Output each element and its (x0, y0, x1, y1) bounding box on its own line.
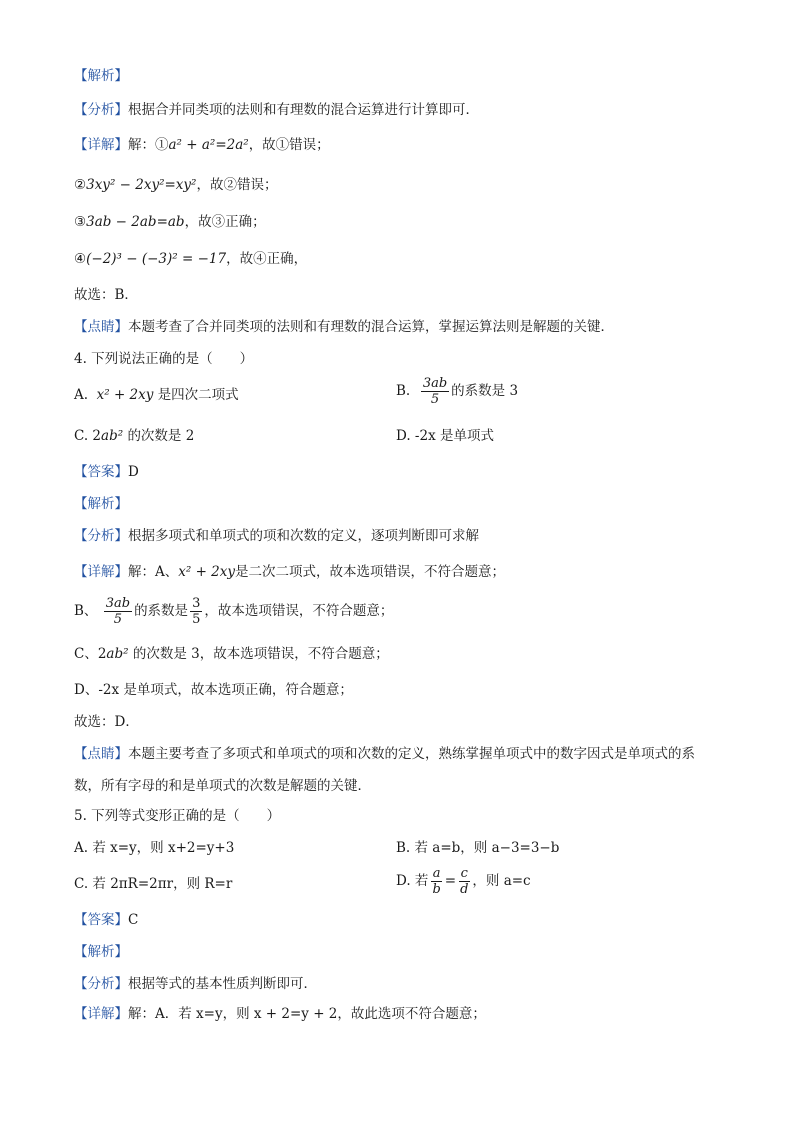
q3-step2: ②3xy² − 2xy²=xy²，故②错误； (74, 177, 278, 193)
q4-choose: 故选：D． (74, 714, 139, 730)
q5-option-b: B. 若 a=b，则 a−3=3−b (396, 840, 560, 856)
q4-option-c: C. 2ab² 的次数是 2 (74, 428, 195, 444)
q4-detail-a: 【详解】解：A、x² + 2xy是二次二项式，故本选项错误，不符合题意； (74, 564, 505, 580)
q4-comment-cont: 数，所有字母的和是单项式的次数是解题的关键． (74, 778, 371, 794)
q3-step3: ③3ab − 2ab=ab，故③正确； (74, 214, 266, 230)
q4-option-d: D. -2x 是单项式 (396, 428, 494, 444)
q5-option-a: A. 若 x=y，则 x+2=y+3 (74, 840, 235, 856)
q5-answer: 【答案】C (74, 912, 139, 928)
fraction: $\frac{3}{5}$ (192, 596, 201, 627)
q4-comment: 【点睛】本题主要考查了多项式和单项式的项和次数的定义，熟练掌握单项式中的数字因式是单项式的系 (74, 746, 695, 762)
q4-detail-d: D、-2x 是单项式，故本选项正确，符合题意； (74, 682, 353, 698)
q3-choose: 故选：B． (74, 287, 138, 303)
q3-detail-step1: 【详解】解：①a² + a²=2a²，故①错误； (74, 137, 330, 153)
fraction: $\frac{3ab}{5}$ (422, 376, 448, 407)
fraction: $\frac{c}{d}$ (460, 866, 469, 897)
q3-step4: ④(−2)³ − (−3)² = −17，故④正确， (74, 251, 308, 267)
q5-option-c: C. 若 2πR=2πr，则 R=r (74, 876, 233, 892)
q4-analysis-heading: 【解析】 (74, 496, 128, 512)
q4-option-a: A. x² + 2xy 是四次二项式 (74, 387, 239, 403)
q5-analysis-heading: 【解析】 (74, 944, 128, 960)
q5-option-d: D. 若 $\frac{a}{b}$ = $\frac{c}{d}$ ，则 a=c (396, 866, 531, 897)
q4-option-b: B. $\frac{3ab}{5}$ 的系数是 3 (396, 376, 519, 407)
fraction: $\frac{a}{b}$ (432, 866, 441, 897)
q4-answer: 【答案】D (74, 464, 139, 480)
q4-fenxi: 【分析】根据多项式和单项式的项和次数的定义，逐项判断即可求解 (74, 528, 479, 544)
fraction: $\frac{3ab}{5}$ (105, 596, 131, 627)
q4-detail-c: C、2ab² 的次数是 3，故本选项错误，不符合题意； (74, 646, 389, 662)
q5-stem: 5. 下列等式变形正确的是（ ） (74, 808, 281, 824)
q5-fenxi: 【分析】根据等式的基本性质判断即可． (74, 976, 317, 992)
q4-detail-b: B、 $\frac{3ab}{5}$ 的系数是 $\frac{3}{5}$ ，故本选项错误，不符合题意； (74, 596, 394, 627)
q5-detail: 【详解】解：A．若 x=y，则 x + 2=y + 2，故此选项不符合题意； (74, 1006, 486, 1022)
q3-comment: 【点睛】本题考查了合并同类项的法则和有理数的混合运算，掌握运算法则是解题的关键． (74, 319, 614, 335)
q3-analysis-heading: 【解析】 (74, 68, 128, 84)
q4-stem: 4. 下列说法正确的是（ ） (74, 351, 254, 367)
q3-fenxi: 【分析】根据合并同类项的法则和有理数的混合运算进行计算即可． (74, 102, 479, 118)
